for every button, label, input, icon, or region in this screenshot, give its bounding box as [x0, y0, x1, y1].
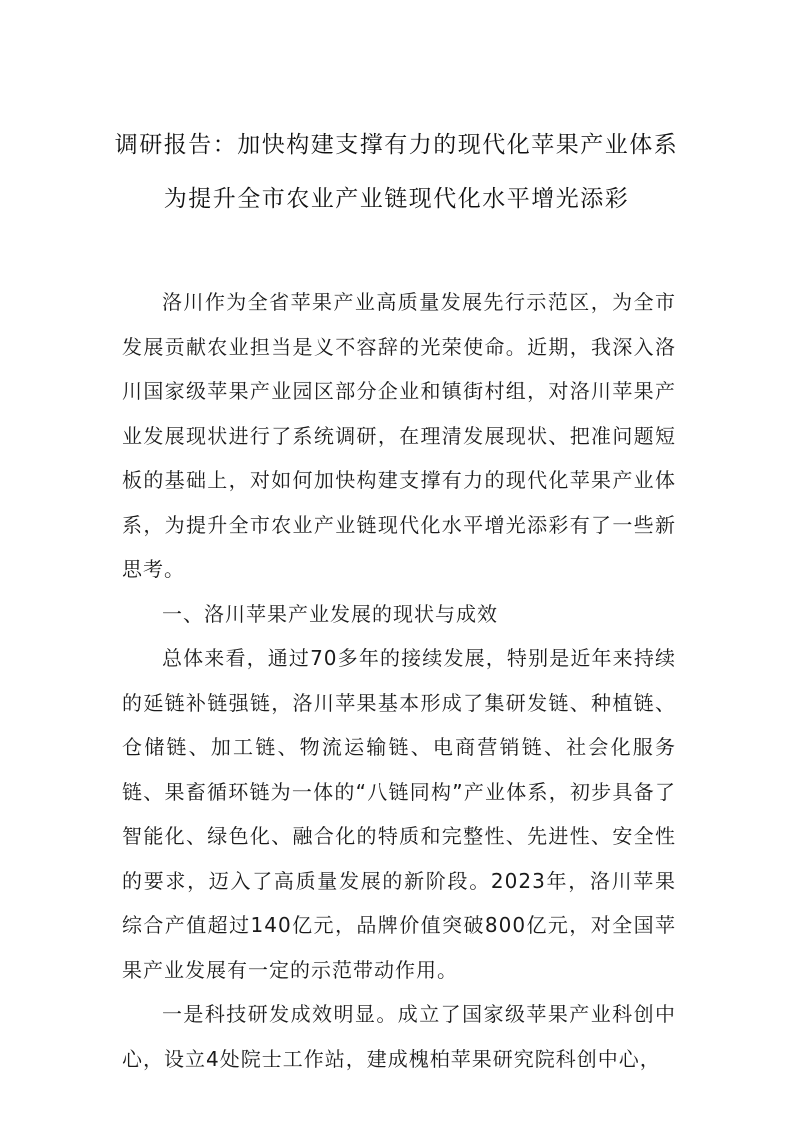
body-paragraph: 一是科技研发成效明显。成立了国家级苹果产业科创中心，设立4处院士工作站，建成槐柏苹果研究院科创中心， [122, 1002, 676, 1071]
section-heading: 一、洛川苹果产业发展的现状与成效 [162, 601, 498, 626]
title-line-1: 调研报告：加快构建支撑有力的现代化苹果产业体系 [114, 132, 679, 158]
intro-paragraph: 洛川作为全省苹果产业高质量发展先行示范区，为全市发展贡献农业担当是义不容辞的光荣使命。近期，我深入洛川国家级苹果产业园区部分企业和镇街村组，对洛川苹果产业发展现状进行了系统调研，在理清发展现状、把准问题短板的基础上，对如何加快构建支撑有力的现代化苹果产业体系，为提升全市农业产业链现代化水平增光添彩有了一些新思考。 [122, 290, 676, 581]
document-title [0, 124, 793, 220]
body-paragraph: 总体来看，通过70多年的接续发展，特别是近年来持续的延链补链强链，洛川苹果基本形成了集研发链、种植链、仓储链、加工链、物流运输链、电商营销链、社会化服务链、果畜循环链为一体的“八链同构”产业体系，初步具备了智能化、绿色化、融合化的特质和完整性、先进性、安全性的要求，迈入了高质量发展的新阶段。2023年，洛川苹果综合产值超过140亿元，品牌价值突破800亿元，对全国苹果产业发展有一定的示范带动作用。 [122, 646, 676, 982]
title-line-2: 为提升全市农业产业链现代化水平增光添彩 [163, 186, 630, 212]
document-body [122, 280, 676, 1081]
